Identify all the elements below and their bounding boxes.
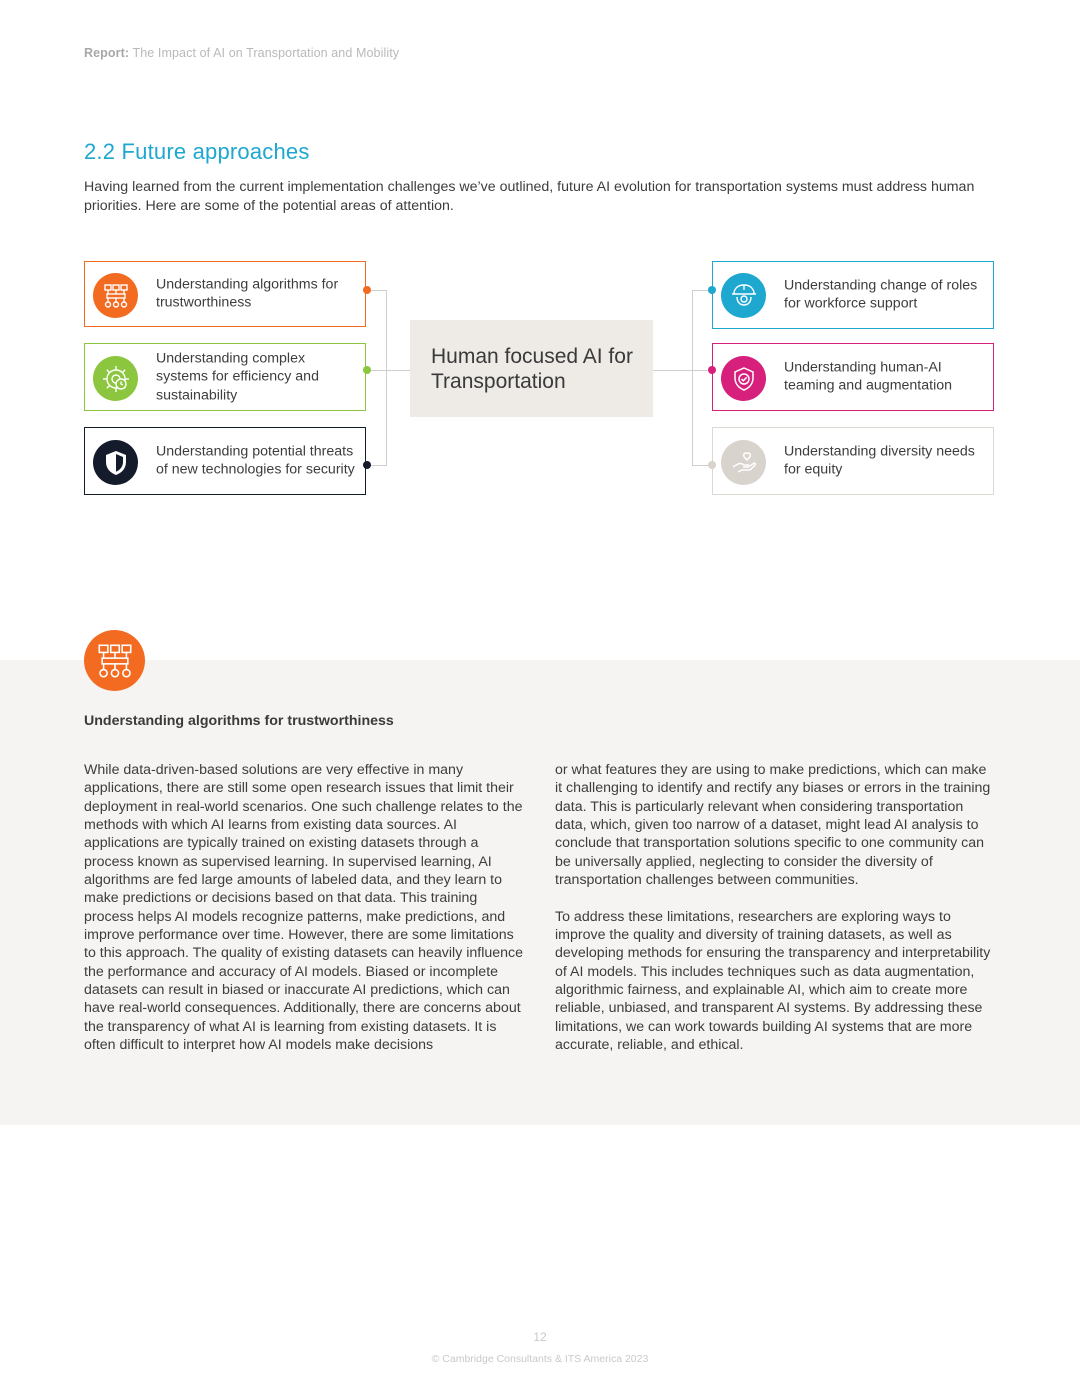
dot-workforce	[708, 286, 716, 294]
algorithm-network-icon	[84, 630, 145, 691]
detail-paragraph: To address these limitations, researchers are exploring ways to improve the quality and diversity of training datasets, as well as developing methods for ensuring the transparency and interpretability of AI models. This includes techniques such as data augmentation, algorithmic fairness, and explainable AI, which aim to create more reliable, unbiased, and transparent AI systems. By addressing these limitations, we can work towards building AI systems that are more accurate, reliable, and ethical.	[555, 908, 991, 1054]
box-workforce	[712, 261, 994, 329]
connector-right-3	[692, 465, 709, 466]
detail-column-left	[84, 761, 529, 1073]
connector-right-2	[653, 370, 709, 371]
dot-diversity	[708, 461, 716, 469]
box-security	[84, 427, 366, 495]
box-complex-systems	[84, 343, 366, 411]
box-workforce-label: Understanding change of roles for workforce support	[784, 277, 978, 312]
connector-right-vertical	[692, 290, 693, 466]
algorithm-network-icon	[93, 273, 138, 318]
diagram-center-box	[410, 320, 653, 417]
dot-complex-systems	[363, 366, 371, 374]
detail-paragraph: While data-driven-based solutions are very effective in many applications, there are still some open research issues that limit their deployment in real-world scenarios. One such challenge relates to the methods with which AI learns from existing data sources. AI applications are typically trained on existing datasets through a process known as supervised learning. In supervised learning, AI algorithms are fed large amounts of labeled data, and they learn to make predictions or decisions based on that data. This training process helps AI models recognize patterns, make predictions, and improve performance over time. However, there are some limitations to this approach. The quality of existing datasets can heavily influence the performance and accuracy of AI models. Biased or incomplete datasets can result in biased or inaccurate AI predictions, which can have real-world consequences. Additionally, there are concerns about the transparency of what AI is learning from existing datasets. It is often difficult to interpret how AI models make decisions	[84, 762, 524, 1054]
detail-title: Understanding algorithms for trustworthiness	[84, 713, 394, 729]
header-title: The Impact of AI on Transportation and Mobility	[132, 46, 400, 60]
running-header	[84, 46, 399, 60]
page-number: 12	[533, 1330, 547, 1344]
hand-care-icon	[721, 440, 766, 485]
box-diversity	[712, 427, 994, 495]
connector-left-vertical	[386, 290, 387, 466]
box-teaming	[712, 343, 994, 411]
connector-left-2	[370, 370, 410, 371]
dot-security	[363, 461, 371, 469]
header-label: Report:	[84, 46, 130, 60]
dot-teaming	[708, 366, 716, 374]
section-title: 2.2 Future approaches	[84, 139, 310, 164]
connector-right-1	[692, 290, 709, 291]
copyright: © Cambridge Consultants & ITS America 2023	[431, 1353, 649, 1365]
box-diversity-label: Understanding diversity needs for equity	[784, 443, 975, 478]
connector-left-1	[370, 290, 386, 291]
dot-algorithms	[363, 286, 371, 294]
box-algorithms-label: Understanding algorithms for trustworthiness	[156, 276, 339, 311]
shield-check-icon	[721, 356, 766, 401]
box-complex-systems-label: Understanding complex systems for efficiency and sustainability	[156, 350, 319, 404]
gear-clock-icon	[93, 356, 138, 401]
box-teaming-label: Understanding human-AI teaming and augmentation	[784, 359, 953, 394]
connector-left-3	[370, 465, 386, 466]
box-security-label: Understanding potential threats of new technologies for security	[156, 443, 355, 478]
detail-paragraph: or what features they are using to make predictions, which can make it challenging to identify and rectify any biases or errors in the training data. This is particularly relevant when considering transportation data, which, given too narrow of a dataset, might lead AI analysis to conclude that transportation solutions specific to one community can be universally applied, neglecting to consider the diversity of transportation challenges between communities.	[555, 762, 991, 889]
diagram-center-label: Human focused AI for Transportation	[431, 344, 633, 393]
shield-icon	[93, 440, 138, 485]
section-intro: Having learned from the current implementation challenges we’ve outlined, future AI evolution for transportation systems must address human priorities. Here are some of the potential areas of attention.	[84, 179, 975, 214]
box-algorithms	[84, 261, 366, 327]
hardhat-worker-icon	[721, 273, 766, 318]
detail-column-right	[555, 761, 995, 1073]
